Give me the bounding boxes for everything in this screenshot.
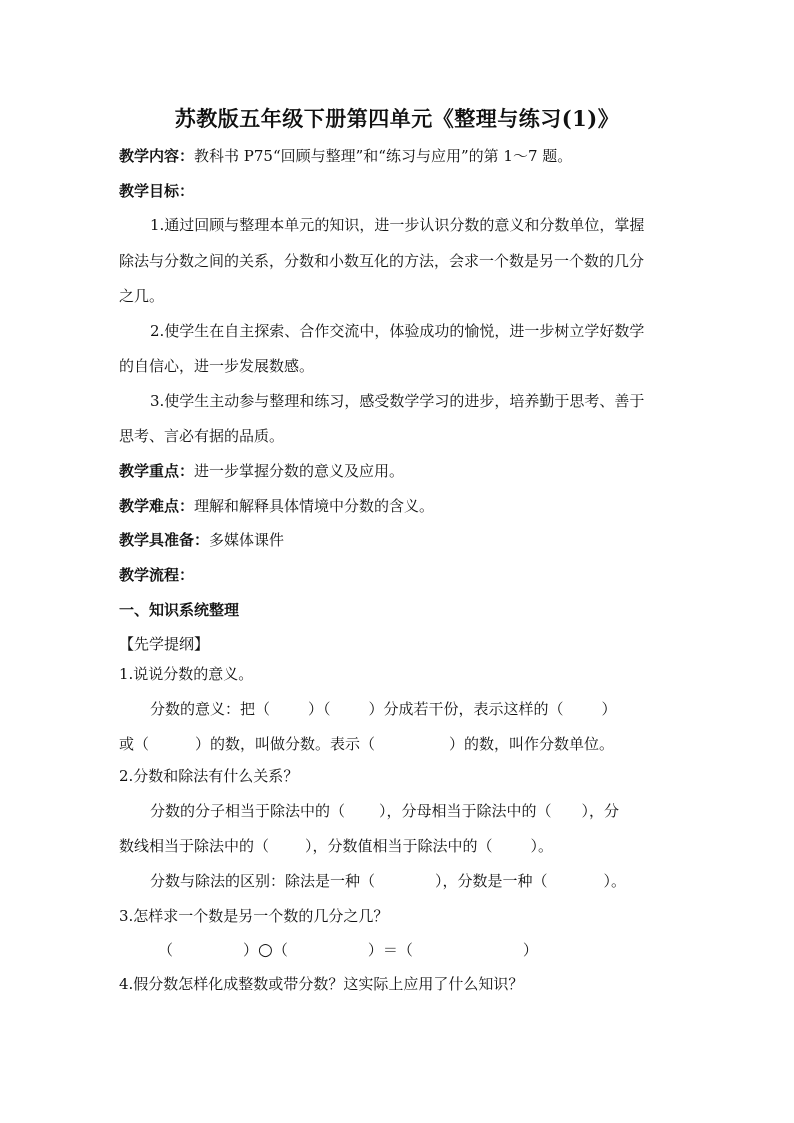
text-segment: （ — [272, 941, 288, 959]
text-segment: 数线相当于除法中的（ — [119, 837, 270, 855]
text-segment: 分数的分子相当于除法中的（ — [150, 802, 346, 820]
teaching-content-label: 教学内容： — [119, 147, 195, 165]
question-2-fill-line-3 — [150, 871, 710, 891]
text-segment: ）（ — [308, 700, 331, 718]
text-segment: ），分母相当于除法中的（ — [379, 802, 552, 820]
text-segment: 分数的意义：把（ — [150, 700, 271, 718]
question-1-fill-line-2 — [119, 734, 679, 754]
goal-1-line-3: 之几。 — [119, 287, 165, 305]
question-1-fill-line-1 — [150, 699, 710, 719]
question-3-title: 3.怎样求一个数是另一个数的几分之几？ — [119, 907, 389, 925]
text-segment: ）分成若干份，表示这样的（ — [368, 700, 564, 718]
text-segment: ）的数，叫做分数。表示（ — [195, 735, 376, 753]
text-segment: ）的数，叫作分数单位。 — [449, 735, 615, 753]
circle-operator-icon: ○ — [258, 940, 273, 960]
goal-2-line-1: 2.使学生在自主探索、合作交流中，体验成功的愉悦，进一步树立学好数学 — [150, 322, 645, 340]
teaching-tools-text: 多媒体课件 — [209, 531, 285, 549]
text-segment: ）＝（ — [367, 941, 413, 959]
teaching-process-label: 教学流程： — [119, 566, 195, 584]
text-segment: （ — [158, 941, 174, 959]
text-segment: ）。 — [530, 837, 554, 855]
teaching-content — [119, 146, 679, 166]
goal-3-line-1: 3.使学生主动参与整理和练习，感受数学学习的进步，培养勤于思考、善于 — [150, 392, 645, 410]
difficulty-text: 理解和解释具体情境中分数的含义。 — [194, 497, 435, 515]
text-segment: ） — [522, 941, 538, 959]
goal-1-line-1: 1.通过回顾与整理本单元的知识，进一步认识分数的意义和分数单位，掌握 — [150, 216, 645, 234]
key-point — [119, 461, 679, 481]
question-4-title: 4.假分数怎样化成整数或带分数？这实际上应用了什么知识？ — [119, 975, 524, 993]
teaching-content-text: 教科书 P75“回顾与整理”和“练习与应用”的第 1～7 题。 — [194, 147, 573, 165]
teaching-goals-label: 教学目标： — [119, 182, 195, 200]
goal-1-line-2: 除法与分数之间的关系，分数和小数互化的方法，会求一个数是另一个数的几分 — [119, 252, 645, 270]
text-segment: ），分 — [581, 802, 620, 820]
goal-3-line-2: 思考、言必有据的品质。 — [119, 427, 285, 445]
question-3-formula — [158, 940, 718, 960]
question-2-fill-line-1 — [150, 801, 710, 821]
section-heading: 一、知识系统整理 — [119, 601, 240, 619]
page-title: 苏教版五年级下册第四单元《整理与练习(1)》 — [174, 106, 620, 131]
key-point-label: 教学重点： — [119, 462, 195, 480]
text-segment: ） — [601, 700, 617, 718]
question-1-title: 1.说说分数的意义。 — [119, 665, 254, 683]
text-segment: ），分数值相当于除法中的（ — [305, 837, 493, 855]
text-segment: 或（ — [119, 735, 150, 753]
text-segment: ） — [243, 941, 259, 959]
difficulty — [119, 496, 679, 516]
teaching-tools-label: 教学具准备： — [119, 531, 210, 549]
text-segment: ）。 — [603, 872, 627, 890]
goal-2-line-2: 的自信心，进一步发展数感。 — [119, 357, 315, 375]
outline-heading: 【先学提纲】 — [119, 635, 210, 653]
question-2-title: 2.分数和除法有什么关系？ — [119, 767, 299, 785]
difficulty-label: 教学难点： — [119, 497, 195, 515]
question-2-fill-line-2 — [119, 836, 679, 856]
text-segment: ），分数是一种（ — [435, 872, 548, 890]
text-segment: 分数与除法的区别：除法是一种（ — [150, 872, 376, 890]
teaching-tools — [119, 530, 679, 550]
key-point-text: 进一步掌握分数的意义及应用。 — [194, 462, 405, 480]
